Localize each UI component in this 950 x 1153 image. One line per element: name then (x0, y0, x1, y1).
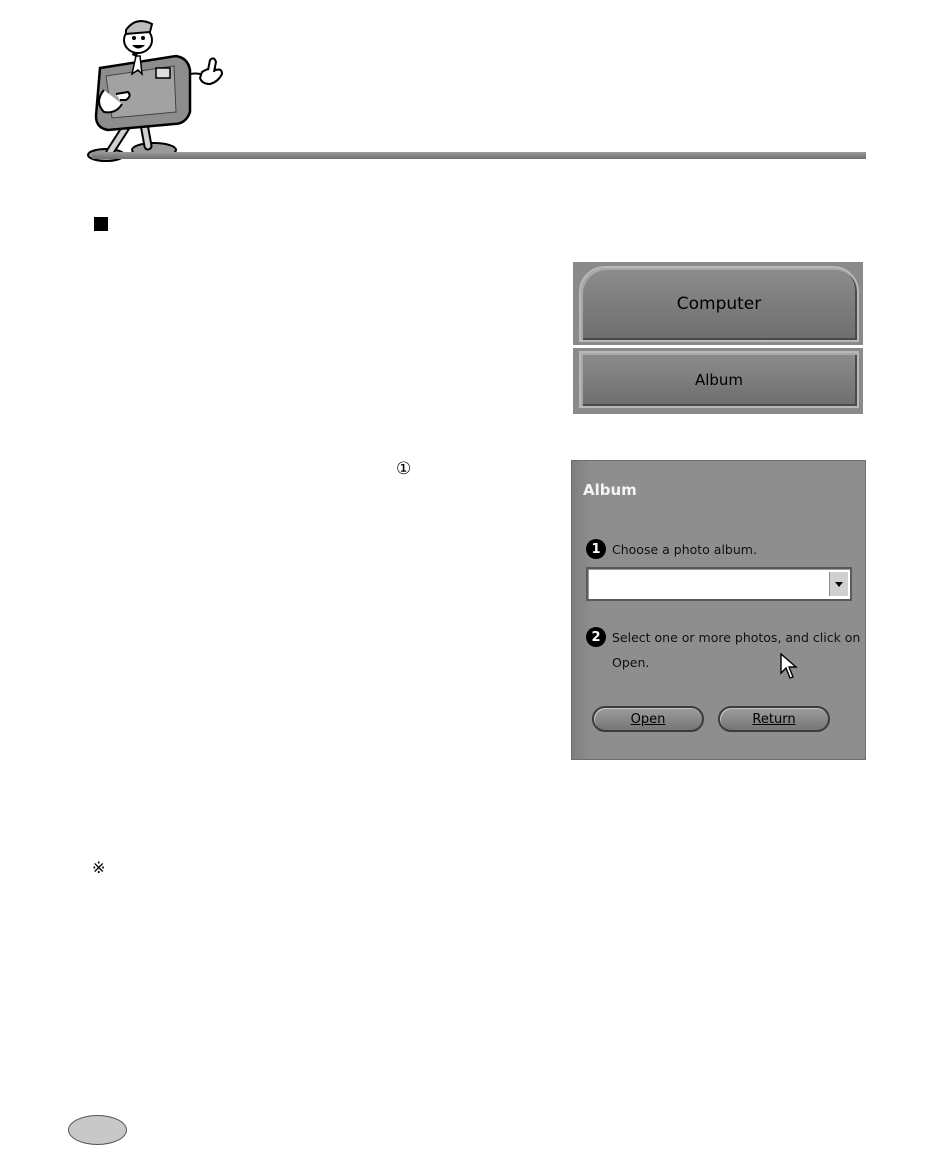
camera-mascot-icon (86, 12, 226, 164)
return-button[interactable] (718, 706, 830, 732)
mode-buttons-panel (573, 262, 863, 414)
step-number-badge: 2 (586, 627, 606, 647)
album-dropdown[interactable] (586, 567, 852, 601)
computer-button-label: Computer (676, 294, 762, 314)
open-button-label: Open (630, 711, 666, 727)
album-button-label: Album (694, 370, 744, 389)
album-button[interactable] (579, 351, 859, 408)
section-bullet (94, 217, 108, 231)
step-marker-one: ① (396, 459, 412, 479)
chevron-down-icon[interactable] (829, 572, 848, 596)
panel-divider (573, 345, 863, 348)
return-button-label: Return (752, 711, 796, 727)
album-dialog (571, 460, 866, 760)
step-select-photos (586, 625, 861, 675)
header-rule (92, 152, 866, 159)
step2-text: Select one or more photos, and click on Open. (612, 630, 861, 670)
step-choose-album (586, 537, 757, 562)
step-number-badge: 1 (586, 539, 606, 559)
reference-mark: ※ (92, 858, 106, 877)
mouse-pointer-icon (780, 653, 798, 681)
open-button[interactable] (592, 706, 704, 732)
computer-button[interactable] (579, 266, 859, 342)
album-dialog-title: Album (583, 481, 637, 499)
page-number-oval (68, 1115, 127, 1145)
step1-text: Choose a photo album. (612, 542, 757, 557)
